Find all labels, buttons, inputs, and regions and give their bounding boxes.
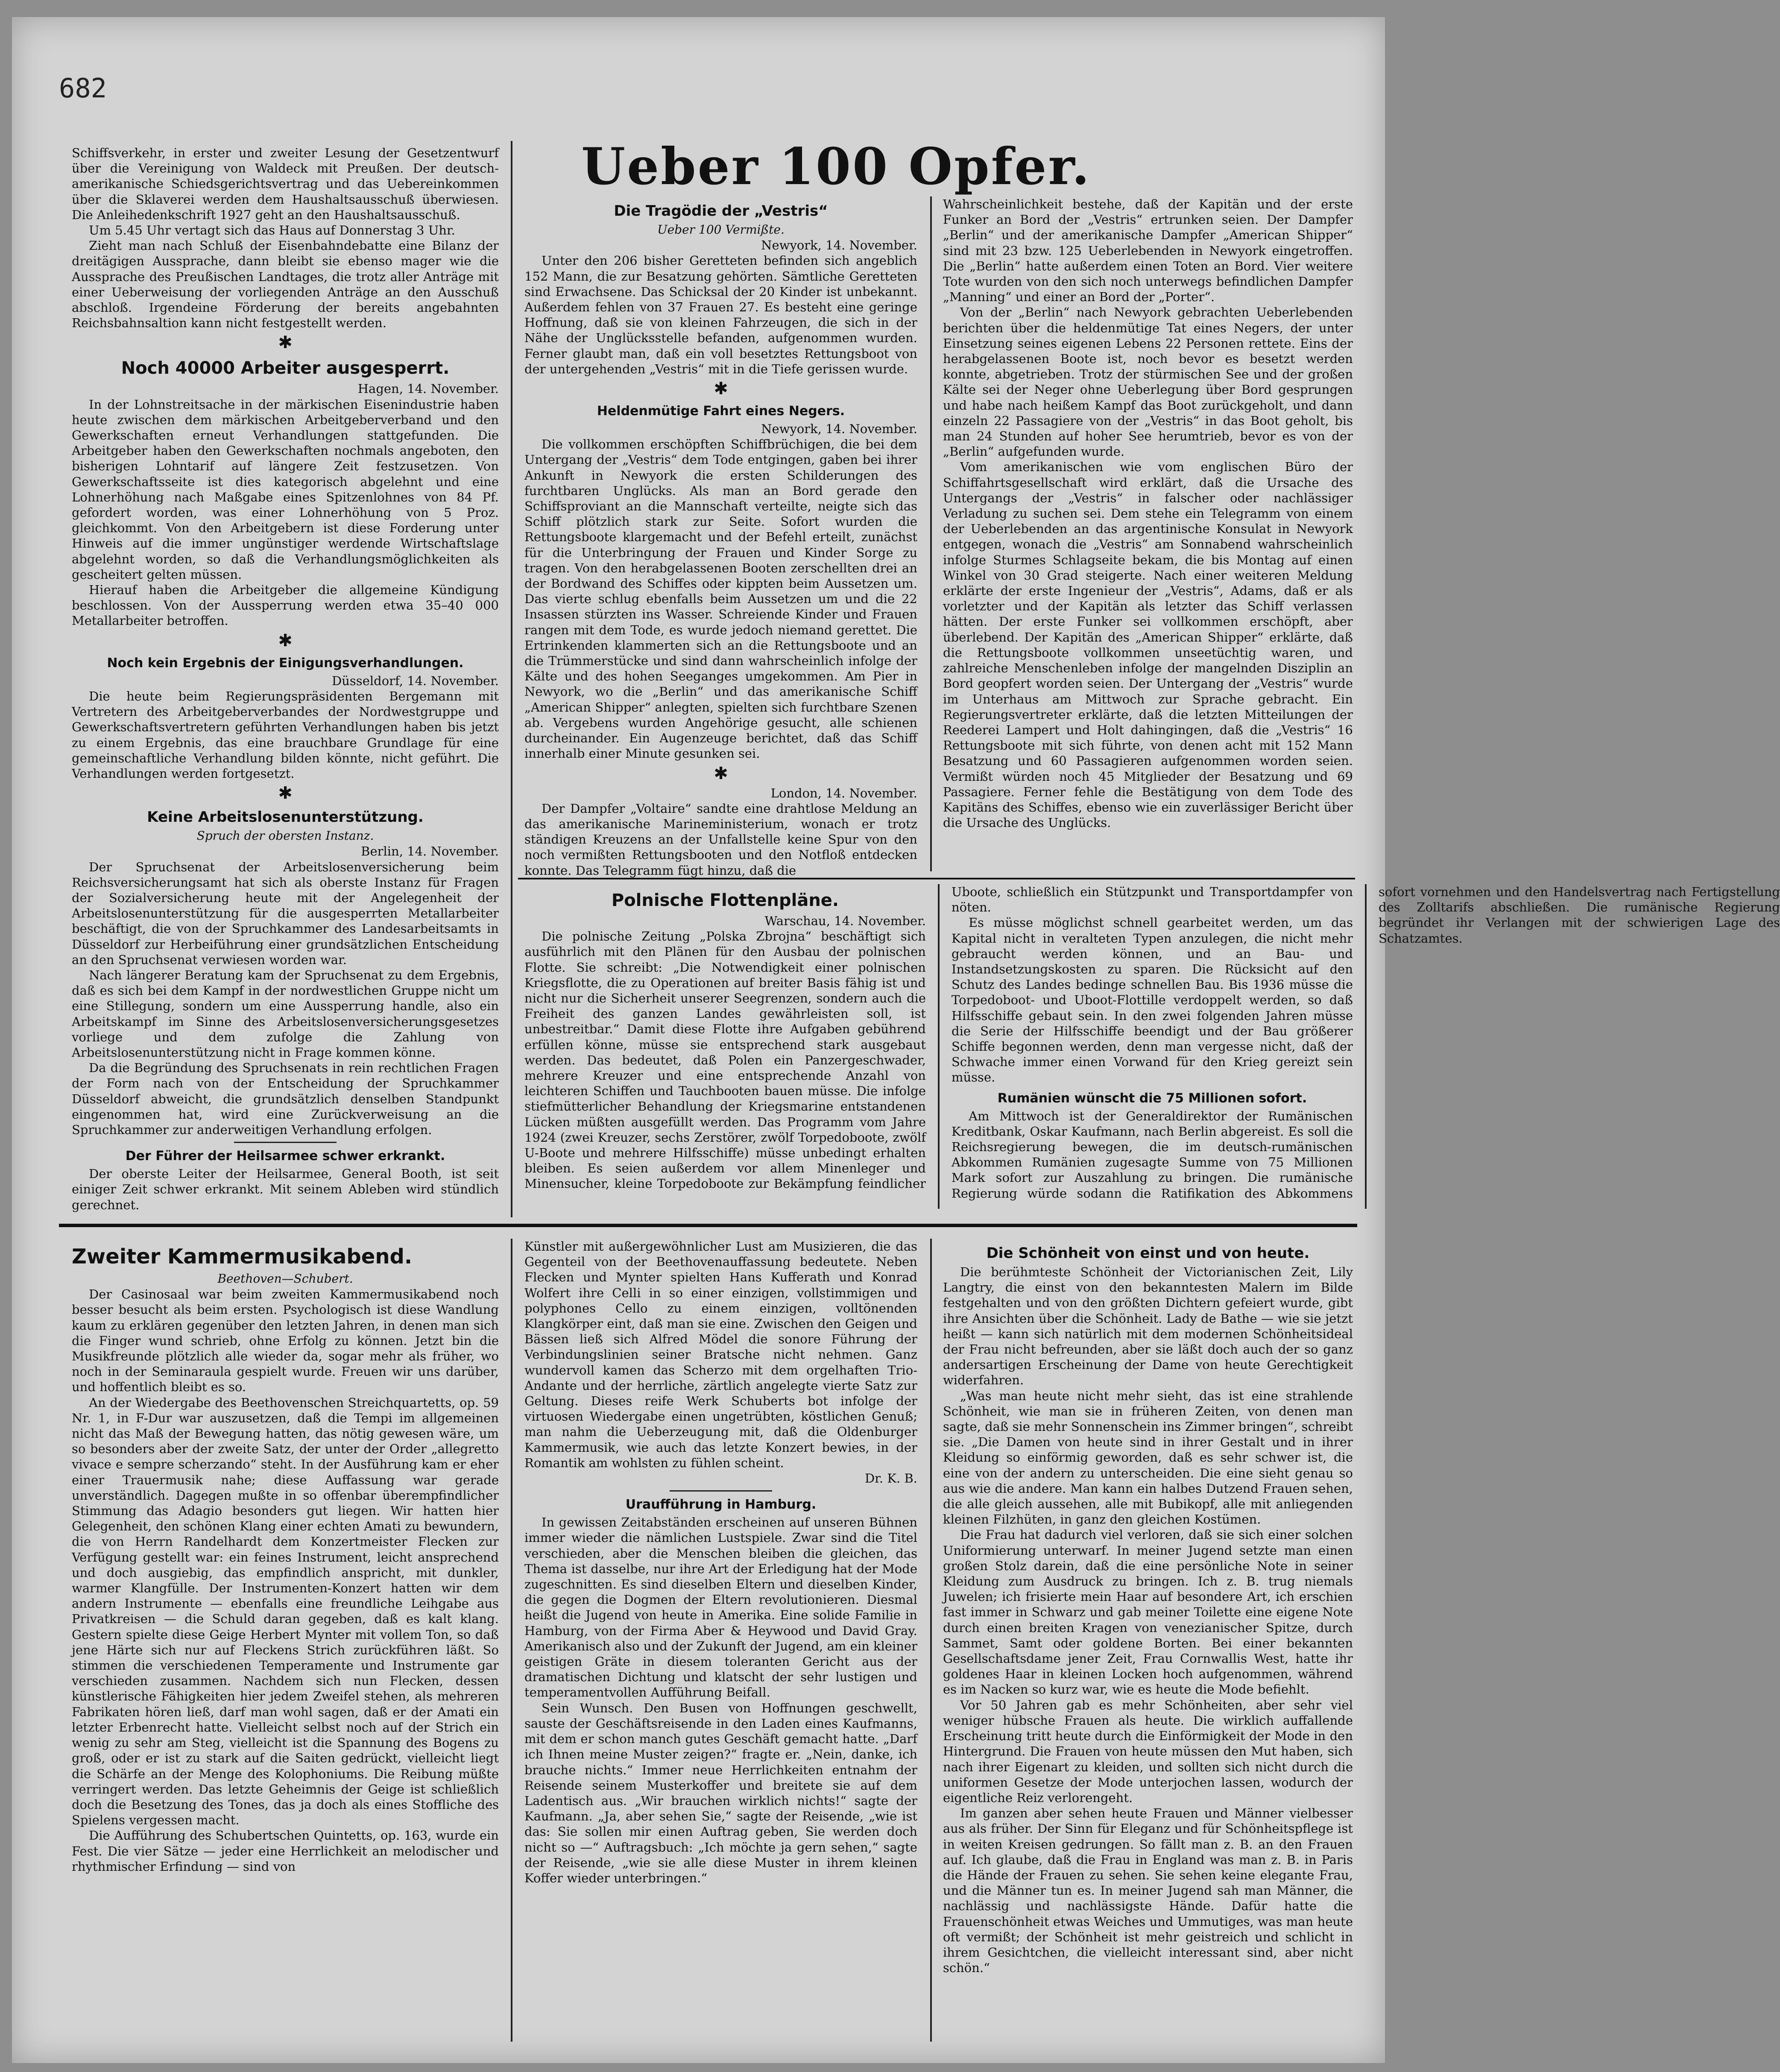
article-text: Unter den 206 bisher Geretteten befinden sich angeblich 152 Mann, die zur Besatzung gehörten. Sämtliche Geretteten sind Erwachsene. Das Schicksal der 20 Kinder ist unbekannt. Außerdem fehlen von 37 Frauen 27. Es besteht eine geringe Hoffnung, daß sie von kleinen Fahrzeugen, die sich in der Nähe der Unglücksstelle befanden, aufgenommen wurden. Ferner glaubt man, daß ein voll besetztes Rettungsboot von der untergehenden „Vestris“ mit in die Tiefe gerissen wurde.	[524, 253, 917, 376]
article-text: Vom amerikanischen wie vom englischen Büro der Schiffahrtsgesellschaft wird erklärt, daß die Ursache des Untergangs der „Vestris“ in falscher oder nachlässiger Verladung zu suchen sei. Dem stehe ein Telegramm von einem der Ueberlebenden an das argentinische Konsulat in Newyork entgegen, wonach die „Vestris“ am Sonnabend wahrscheinlich infolge Sturmes Schlagseite bekam, die bis Montag auf einen Winkel von 30 Grad steigerte. Nach einer weiteren Meldung erklärte der erste Ingenieur der „Vestris“, Adams, daß er als vorletzter und der Kapitän als letzter das Schiff verlassen hätten. Der erste Funker sei vollkommen erschöpft, aber überlebend. Der Kapitän des „American Shipper“ erklärte, daß die Rettungsboote vollkommen unseetüchtig waren, und zahlreiche Menschenleben infolge der mangelnden Disziplin an Bord geopfert worden seien. Der Untergang der „Vestris“ wurde im Unterhaus am Mittwoch zur Sprache gebracht. Ein Regierungsvertreter erklärte, daß die letzten Mitteilungen der Reederei Lampert und Holt dahingingen, daß die „Vestris“ 16 Rettungsboote mit sich führte, von denen acht mit 152 Mann Besatzung und 60 Passagieren aufgenommen worden seien. Vermißt würden noch 45 Mitglieder der Besatzung und 69 Passagiere. Ferner fehle die Bestätigung von dem Tode des Kapitäns des Schiffes, ebenso wie ein zuverlässiger Bericht über die Ursache des Unglücks.	[943, 460, 1353, 830]
headline: Die Tragödie der „Vestris“	[614, 202, 828, 220]
dateline: Newyork, 14. November.	[761, 238, 917, 253]
article-text: Die heute beim Regierungspräsidenten Bergemann mit Vertretern des Arbeitgeberverbandes der Nordwestgruppe und Gewerkschaftsvertretern geführten Verhandlungen haben bis jetzt zu einem Ergebnis, das eine brauchbare Grundlage für eine gemeinschaftliche Verhandlung bilden könnte, nicht geführt. Die Verhandlungen werden fortgesetzt.	[72, 689, 499, 781]
article-text: Der oberste Leiter der Heilsarmee, General Booth, ist seit einiger Zeit schwer erkrankt. Mit seinem Ableben wird stündlich gerechnet.	[72, 1166, 499, 1212]
headline: Keine Arbeitslosenunterstützung.	[147, 809, 424, 826]
page-number: 682	[59, 73, 107, 104]
article-text: Nach längerer Beratung kam der Spruchsenat zu dem Ergebnis, daß es sich bei dem Kampf in der nordwestlichen Gruppe nicht um eine Stillegung, sondern um eine Aussperrung handle, also ein Arbeitskampf im Sinne des Arbeitslosenversicherungsgesetzes vorliege und dem zufolge die Zahlung von Arbeitslosenunterstützung nicht in Frage kommen könne.	[72, 967, 499, 1060]
article-kammermusik	[72, 1239, 499, 2050]
column-2	[524, 196, 917, 878]
headline: Der Führer der Heilsarmee schwer erkrankt.	[125, 1149, 445, 1164]
article-text: Der Spruchsenat der Arbeitslosenversicherung beim Reichsversicherungsamt hat sich als oberste Instanz für Fragen der Sozialversicherung heute mit der Angelegenheit der Arbeitslosenunterstützung für die ausgesperrten Metallarbeiter beschäftigt, die von der Spruchkammer des Landesarbeitsamts in Düsseldorf zur Herbeiführung einer grundsätzlichen Entscheidung an den Spruchsenat verwiesen worden war.	[72, 859, 499, 967]
dateline: Warschau, 14. November.	[764, 914, 926, 928]
subheadline: Beethoven—Schubert.	[217, 1272, 353, 1286]
article-text: Die Aufführung des Schubertschen Quintetts, op. 163, wurde ein Fest. Die vier Sätze — jeder eine Herrlichkeit an melodischer und rhythmischer Erfindung — sind von	[72, 1828, 499, 1874]
column-divider	[930, 196, 932, 871]
dateline: Newyork, 14. November.	[761, 422, 917, 437]
separator-star: ✱	[278, 783, 293, 803]
column-3	[943, 196, 1353, 871]
article-polnische-flotte	[524, 884, 1780, 1209]
article-text: Im ganzen aber sehen heute Frauen und Männer vielbesser aus als früher. Der Sinn für Eleganz und für Schönheitspflege ist in weiten Kreisen gedrungen. So fällt man z. B. an den Frauen auf. Ich glaube, daß die Frau in England was man z. B. in Paris die Hände der Frauen zu sehen. Sie sehen keine elegante Frau, und die Männer tun es. In meiner Jugend sah man Männer, die nachlässig und nachlässigste Hände. Dafür hatte die Frauenschönheit etwas Weiches und Ummutiges, was man heute oft vermißt; der Schönheit ist mehr geistreich und schlicht in ihrem Gesichtchen, die vielleicht interessant sind, aber nicht schön.“	[943, 1806, 1353, 1975]
headline: Noch 40000 Arbeiter ausgesperrt.	[121, 358, 450, 378]
column-divider	[511, 141, 512, 1217]
article-text: Von der „Berlin“ nach Newyork gebrachten Ueberlebenden berichten über die heldenmütige Tat eines Negers, der unter Einsetzung seines eigenen Lebens 22 Personen rettete. Eins der herabgelassenen Boote ist, noch bevor es besetzt werden konnte, abgetrieben. Trotz der stürmischen See und der großen Kälte sei der Neger ohne Ueberlegung über Bord gesprungen und habe nach heißem Kampf das Boot zurückgeholt, und dann einzeln 22 Passagiere von der „Vestris“ in das Boot geholt, bis man 24 Stunden auf hoher See herumtrieb, bevor es von der „Berlin“ aufgefunden wurde.	[943, 305, 1353, 459]
article-text: Um 5.45 Uhr vertagt sich das Haus auf Donnerstag 3 Uhr.	[89, 223, 455, 238]
separator-star: ✱	[714, 763, 728, 783]
article-text: Der Dampfer „Voltaire“ sandte eine drahtlose Meldung an das amerikanische Marineministerium, wonach er trotz ständigen Kreuzens an der Unfallstelle keine Spur von den noch vermißten Rettungsbooten und den Notfloß entdecken konnte. Das Telegramm fügt hinzu, daß die	[524, 801, 917, 878]
column-1	[72, 145, 499, 1222]
dateline: Berlin, 14. November.	[361, 844, 499, 859]
article-text: Vor 50 Jahren gab es mehr Schönheiten, aber sehr viel weniger hübsche Frauen als heute. Die wirklich auffallende Erscheinung tritt heute durch die Einförmigkeit der Mode in den Hintergrund. Die Frauen von heute müssen den Mut haben, sich nach ihrer Eigenart zu kleiden, und sollten sich nicht durch die uniformen Gesetze der Mode unterjochen lassen, wodurch der eigentliche Reiz verlorengeht.	[943, 1697, 1353, 1805]
headline: Rumänien wünscht die 75 Millionen sofort.	[997, 1090, 1307, 1106]
article-text: In der Lohnstreitsache in der märkischen Eisenindustrie haben heute zwischen dem märkischen Arbeitgeberverband und den Gewerkschaften erneut Verhandlungen stattgefunden. Die Arbeitgeber haben den Gewerkschaften nochmals angeboten, den bisherigen Lohntarif auf längere Zeit festzusetzen. Von Gewerkschaftsseite ist dies kategorisch abgelehnt und eine Lohnerhöhung nach Maßgabe eines Spitzenlohnes von 84 Pf. gefordert worden, was einer Lohnerhöhung von 5 Proz. gleichkommt. Von den Arbeitgebern ist diese Forderung unter Hinweis auf die immer ungünstiger werdende Wirtschaftslage abgelehnt worden, so daß die Verhandlungsmöglichkeiten als gescheitert gelten müssen.	[72, 397, 499, 582]
article-text: An der Wiedergabe des Beethovenschen Streichquartetts, op. 59 Nr. 1, in F-Dur war auszusetzen, daß die Tempi im allgemeinen nicht das Maß der Bewegung hatten, das nötig gewesen wäre, um so besonders aber der zweite Satz, der unter der Order „allegretto vivace e sempre scherzando“ steht. In der Ausführung kam er eher einer Trauermusik nahe; diese Auffassung war gerade unverständlich. Dagegen mußte in so offenbar überempfindlicher Stimmung das Adagio besonders gut liegen. Wir hatten hier Gelegenheit, den schönen Klang einer echten Amati zu bewundern, die von Herrn Randelhardt dem Konzertmeister Flecken zur Verfügung gestellt war: ein feines Instrument, leicht ansprechend und doch ausgiebig, das empfindlich anspricht, mit dunkler, warmer Klangfülle. Der Instrumenten-Konzert hatten wir dem andern Instrumente — ebenfalls eine freundliche Leihgabe aus Privatkreisen — die Schuld daran gegeben, daß es kalt klang. Gestern spielte diese Geige Herbert Mynter mit vollem Ton, so daß jene Härte sich nur auf Fleckens Strich zurückführen läßt. So stimmen die verschiedenen Temperamente und Instrumente gar verschieden zusammen. Nachdem sich nun Flecken, dessen künstlerische Fähigkeiten hier jedem Zweifel stehen, als mehreren Fabrikaten hören ließ, darf man wohl sagen, daß er der Amati ein letzter Erbenrecht hatte. Vielleicht selbst noch auf der Strich ein wenig zu sehr am Steg, vielleicht ist die Spannung des Bogens zu groß, oder er ist zu stark auf die Saiten gedrückt, vielleicht liegt die Schärfe an der Menge des Kolophoniums. Die Reibung müßte verringert werden. Das letzte Geheimnis der Geige ist schließlich doch die Besetzung des Tones, das ja doch als eines Stoffliche des Spielens vergessen macht.	[72, 1395, 499, 1828]
author-signature: Dr. K. B.	[865, 1471, 917, 1486]
subheadline: Spruch der obersten Instanz.	[196, 829, 374, 843]
subheadline: Ueber 100 Vermißte.	[657, 223, 785, 237]
column-divider	[930, 1239, 932, 2042]
headline: Heldenmütige Fahrt eines Negers.	[597, 404, 845, 419]
article-text: Zieht man nach Schluß der Eisenbahndebatte eine Bilanz der dreitägigen Aussprache, dann bleibt sie ebenso mager wie die Aussprache des Preußischen Landtages, die trotz aller Anträge mit einer Ueberweisung der vorliegenden Anträge an den Ausschuß abschloß. Irgendeine Förderung der bereits angebahnten Reichsbahnsaltion kann nicht festgestellt werden.	[72, 238, 499, 331]
dateline: Düsseldorf, 14. November.	[332, 673, 499, 688]
column-bottom-middle	[524, 1239, 917, 2050]
separator-star: ✱	[278, 333, 293, 353]
feuilleton-divider	[59, 1224, 1357, 1227]
headline: Die Schönheit von einst und von heute.	[986, 1245, 1310, 1262]
dateline: Hagen, 14. November.	[357, 381, 499, 396]
article-text: Es müsse möglichst schnell gearbeitet werden, um das Kapital nicht in veralteten Typen anzulegen, die nicht mehr gebraucht werden können, und an Bau- und Instandsetzungskosten zu sparen. Die Rücksicht auf den Schutz des Landes bedinge schnellen Bau. Bis 1936 müsse die Torpedoboot- und Uboot-Flottille verdoppelt werden, so daß Hilfsschiffe gebaut sein. In den zwei folgenden Jahren müsse die Serie der Hilfsschiffe beendigt und der Bau größerer Schiffe begonnen werden, denn man vergesse nicht, daß der Schwache immer einen Vorwand für den Krieg gereizt sein müsse.	[951, 915, 1353, 1085]
article-text: „Was man heute nicht mehr sieht, das ist eine strahlende Schönheit, wie man sie in früheren Zeiten, von denen man sagte, daß sie mehr Sonnenschein ins Zimmer bringen“, schreibt sie. „Die Damen von heute sind in ihrer Gestalt und in ihrer Kleidung so einförmig geworden, daß es sehr schwer ist, die eine von der andern zu unterscheiden. Die eine sieht genau so aus wie die andere. Man kann ein halbes Dutzend Frauen sehen, die alle gleich aussehen, alle mit Bubikopf, alle mit anliegenden kleinen Filzhüten, in ganz den gleichen Kostümen.	[943, 1388, 1353, 1527]
newspaper-page	[12, 17, 1780, 2063]
article-text: Die berühmteste Schönheit der Victorianischen Zeit, Lily Langtry, die einst von den bekanntesten Malern im Bilde festgehalten und von den größten Dichtern gefeiert wurde, gibt ihre Ansichten über die Schönheit. Lady de Bathe — wie sie jetzt heißt — kann sich natürlich mit dem modernen Schönheitsideal der Frau nicht befreunden, aber sie läßt doch auch der so ganz andersartigen Erscheinung der Dame von heute Gerechtigkeit widerfahren.	[943, 1265, 1353, 1388]
separator-star: ✱	[278, 630, 293, 651]
article-text: In gewissen Zeitabständen erscheinen auf unseren Bühnen immer wieder die nämlichen Lustspiele. Zwar sind die Titel verschieden, aber die Menschen bleiben die gleichen, das Thema ist dasselbe, nur ihre Art der Erledigung hat der Mode zugeschnitten. Es sind dieselben Eltern und dieselben Kinder, die gegen die Dogmen der Eltern revolutionieren. Diesmal heißt die Jugend von heute in Amerika. Eine solide Familie in Hamburg, von der Firma Aber & Heywood und David Gray. Amerikanisch also und der Zukunft der Jugend, am ein kleiner geistigen Gräte in diesem toleranten Gericht aus der dramatischen Dichtung und klatscht der sehr lustigen und temperamentvollen Aufführung Beifall.	[524, 1515, 917, 1700]
main-headline: Ueber 100 Opfer.	[581, 137, 1091, 196]
divider	[670, 1490, 772, 1492]
headline: Zweiter Kammermusikabend.	[72, 1245, 413, 1269]
article-text: Hierauf haben die Arbeitgeber die allgemeine Kündigung beschlossen. Von der Aussperrung werden etwa 35–40 000 Metallarbeiter betroffen.	[72, 583, 499, 628]
article-text: Die Frau hat dadurch viel verloren, daß sie sich einer solchen Uniformierung unterwarf. In meiner Jugend setzte man einen großen Stolz darein, daß die eine persönliche Note in seiner Kleidung zum Ausdruck zu bringen. Ich z. B. trug niemals Juwelen; ich frisierte mein Haar auf besondere Art, ich erschien fast immer in Schwarz und gab meiner Toilette eine eigene Note durch einen breiten Kragen von venezianischer Spitze, durch Sammet, Samt oder goldene Borten. Bei einer bekannten Gesellschaftsdame jener Zeit, Frau Cornwallis West, hatte ihr goldenes Haar in kleinen Locken hoch aufgenommen, während es im Nacken so kurz war, wie es heute die Mode befiehlt.	[943, 1527, 1353, 1697]
article-text: Schiffsverkehr, in erster und zweiter Lesung der Gesetzentwurf über die Vereinigung von Waldeck mit Preußen. Der deutsch-amerikanische Schiedsgerichtsvertrag und das Uebereinkommen über die Sklaverei werden dem Haushaltsausschuß überwiesen. Die Anleihedenkschrift 1927 geht an den Haushaltsausschuß.	[72, 146, 499, 222]
dateline: London, 14. November.	[770, 785, 917, 800]
separator-star: ✱	[714, 379, 728, 399]
article-text: Künstler mit außergewöhnlicher Lust am Musizieren, die das Gegenteil von der Beethovenauffassung bedeutete. Neben Flecken und Mynter spielten Hans Kufferath und Konrad Wolfert ihre Celli in so einer einzigen, vollstimmigen und polyphones Cello zu einem einzigen, volltönenden Klangkörper eint, daß man sie eine. Zwischen den Geigen und Bässen ließ sich Alfred Mödel die sonore Führung der Verbindungslinien seiner Bratsche nicht nehmen. Ganz wundervoll kamen das Scherzo mit dem orgelhaften Trio-Andante und der herrliche, zärtlich angelegte vierte Satz zur Geltung. Dieses reife Werk Schuberts bot infolge der virtuosen Wiedergabe einen ungetrübten, köstlichen Genuß; man nahm die Ueberzeugung mit, daß die Oldenburger Kammermusik, wie auch das letzte Konzert bewies, in der Romantik am wohlsten zu fühlen scheint.	[524, 1239, 917, 1470]
article-text: Sein Wunsch. Den Busen von Hoffnungen geschwellt, sauste der Geschäftsreisende in den Laden eines Kaufmanns, mit dem er schon manch gutes Geschäft gemacht hatte. „Darf ich Ihnen meine Muster zeigen?“ fragte er. „Nein, danke, ich brauche nichts.“ Immer neue Herrlichkeiten entnahm der Reisende seinem Musterkoffer und breitete sie auf dem Ladentisch aus. „Wir brauchen wirklich nichts!“ sagte der Kaufmann. „Ja, aber sehen Sie,“ sagte der Reisende, „wie ist das: Sie sollen mir einen Auftrag geben, Sie werden doch nicht so —“ Auftragsbuch: „Ich möchte ja gern sehen,“ sagte der Reisende, „wie sie alle diese Muster in ihrem kleinen Koffer wieder unterbringen.“	[524, 1700, 917, 1885]
headline: Uraufführung in Hamburg.	[625, 1497, 817, 1512]
section-divider	[518, 878, 1355, 879]
article-text: Die polnische Zeitung „Polska Zbrojna“ beschäftigt sich ausführlich mit den Plänen für den Ausbau der polnischen Flotte. Sie schreibt: „Die Notwendigkeit einer polnischen Kriegsflotte, die zu Operationen auf breiter Basis fähig ist und nicht nur die Sicherheit unserer Seegrenzen, sondern auch die Freiheit des ganzen Landes gewährleisten soll, ist unbestreitbar.“ Damit diese Flotte ihre Aufgaben gebührend erfüllen könne, müsse sie entsprechend stark ausgebaut werden. Das bedeutet, daß Polen ein Panzergeschwader, mehrere Kreuzer und eine entsprechende Anzahl von leichteren Schiffen und Tauchbooten bauen müsse. Die infolge stiefmütterlicher Behandlung der Kriegsmarine entstandenen Lücken müßten ausgefüllt werden. Das Programm vom Jahre 1924 (zwei Kreuzer, sechs Zerstörer, zwölf Torpedoboote, zwölf U-Boote und mehrere Hilfsschiffe) müsse unbedingt erhalten bleiben. Es seien außerdem vor allem Minenleger und Minensucher, kleine Torpedoboote zur Bekämpfung feindlicher Uboote, schließlich ein Stützpunkt und Transportdampfer von nöten.	[524, 885, 1353, 1191]
article-schoenheit	[943, 1239, 1353, 2050]
article-text: Da die Begründung des Spruchsenats in rein rechtlichen Fragen der Form nach von der Entscheidung der Spruchkammer Düsseldorf abweicht, die grundsätzlich denselben Standpunkt eingenommen hat, wird eine Zurückverweisung an die Spruchkammer zur anderweitigen Verhandlung erfolgen.	[72, 1061, 499, 1137]
article-text: Am Mittwoch ist der Generaldirektor der Rumänischen Kreditbank, Oskar Kaufmann, nach Berlin abgereist. Es soll die Reichsregierung bewegen, die im deutsch-rumänischen Abkommen Rumänien zugesagte Summe von 75 Millionen Mark sofort zur Auszahlung zu bringen. Die rumänische Regierung würde sodann die Ratifikation des Abkommens sofort vornehmen und den Handelsvertrag nach Fertigstellung des Zolltarifs abschließen. Die rumänische Regierung begründet ihr Verlangen mit der schwierigen Lage des Schatzamtes.	[951, 885, 1780, 1201]
headline: Noch kein Ergebnis der Einigungsverhandlungen.	[107, 655, 464, 671]
article-text: Die vollkommen erschöpften Schiffbrüchigen, die bei dem Untergang der „Vestris“ dem Tode entgingen, gaben bei ihrer Ankunft in Newyork die ersten Schilderungen des furchtbaren Unglücks. Als man an Bord gerade den Schiffsproviant an die Mannschaft verteilte, neigte sich das Schiff plötzlich stark zur Seite. Sofort wurden die Rettungsboote klargemacht und der Befehl erteilt, zunächst für die Unterbringung der Frauen und Kinder Sorge zu tragen. Von den herabgelassenen Booten zerschellten drei an der Bordwand des Schiffes oder kippten beim Aussetzen um. Das vierte schlug ebenfalls beim Aussetzen um und die 22 Insassen stürzten ins Wasser. Schreiende Kinder und Frauen rangen mit dem Tode, es wurde jedoch niemand gerettet. Die Ertrinkenden klammerten sich an die Rettungsboote und an die Trümmerstücke und sind dann wahrscheinlich infolge der Kälte und des hohen Seeganges umgekommen. Am Pier in Newyork, wo die „Berlin“ und das amerikanische Schiff „American Shipper“ anlegten, spielten sich furchtbare Szenen ab. Vergebens wurden Angehörige gesucht, alle schienen durcheinander. Ein Augenzeuge berichtet, daß das Schiff innerhalb einer Minute gesunken sei.	[524, 437, 917, 761]
article-text: Wahrscheinlichkeit bestehe, daß der Kapitän und der erste Funker an Bord der „Vestris“ ertrunken seien. Der Dampfer „Berlin“ und der amerikanische Dampfer „American Shipper“ sind mit 23 bzw. 125 Ueberlebenden in Newyork eingetroffen. Die „Berlin“ hatte außerdem einen Toten an Bord. Vier weitere Tote wurden von den sich noch unterwegs befindlichen Dampfer „Manning“ und einer an Bord der „Porter“.	[943, 197, 1353, 305]
divider	[234, 1142, 337, 1143]
headline: Polnische Flottenpläne.	[611, 891, 839, 910]
article-text: Der Casinosaal war beim zweiten Kammermusikabend noch besser besucht als beim ersten. Psychologisch ist diese Wandlung kaum zu erklären gegenüber den letzten Jahren, in denen man sich die Finger wund schrieb, ohne Erfolg zu können. Jetzt bin die Musikfreunde plötzlich alle wieder da, sogar mehr als früher, wo noch in der Seminaraula gespielt wurde. Freuen wir uns darüber, und hoffentlich bleibt es so.	[72, 1287, 499, 1395]
column-divider	[511, 1239, 512, 2042]
